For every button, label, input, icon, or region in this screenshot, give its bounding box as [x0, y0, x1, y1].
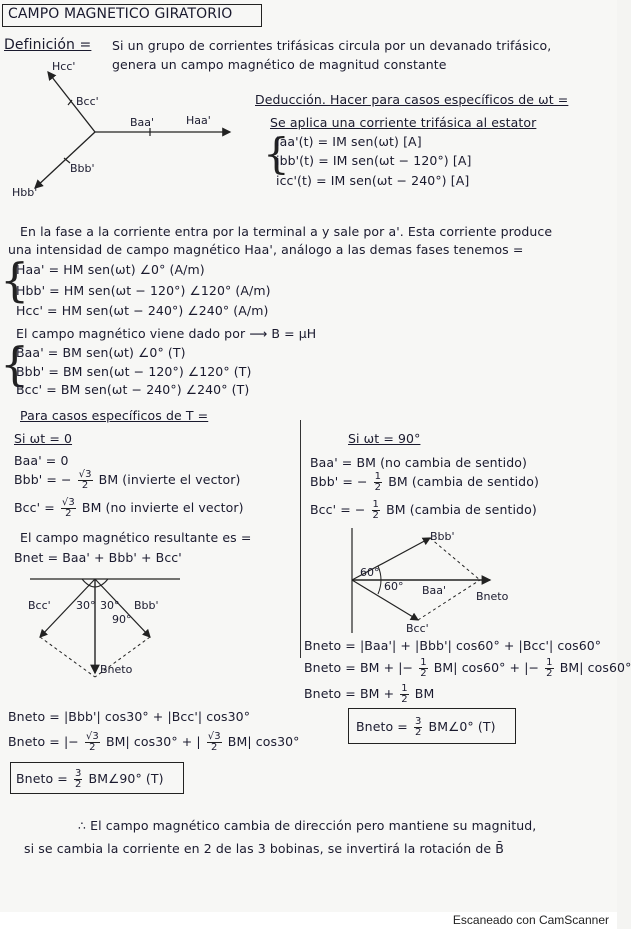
three-phase-vector-diagram [0, 60, 250, 210]
column-divider [300, 420, 301, 658]
vector-hbb [35, 132, 95, 188]
left-final-frac: $\frac{3}{2}$ [74, 768, 82, 790]
left-bbb [14, 470, 241, 491]
h-eq-b: Hbb' = HM sen(ωt − 120°) ∠120° (A/m) [16, 283, 271, 298]
right-baa: Baa' = BM (no cambia de sentido) [310, 455, 528, 470]
right-final [356, 717, 496, 738]
right-final-frac: $\frac{3}{2}$ [414, 716, 422, 738]
conclusion-line2: si se cambia la corriente en 2 de las 3 bobinas, se invertirá la rotación de B̄ [24, 841, 504, 856]
label-bbb: Bbb' [430, 530, 455, 543]
label-60a: 60° [360, 566, 380, 579]
right-final-pre: Bneto = [356, 719, 408, 734]
label-30b: 30° [100, 599, 120, 612]
scanner-watermark: Escaneado con CamScanner [452, 913, 609, 927]
left-baa: Baa' = 0 [14, 453, 69, 468]
fase-line2: una intensidad de campo magnético Haa', análogo a las demas fases tenemos = [8, 242, 524, 257]
label-90: 90° [112, 613, 132, 626]
campo-dado: El campo magnético viene dado por ⟶ B = μH [16, 326, 317, 341]
dashed-bbb [430, 538, 480, 580]
left-bnet: Bnet = Baa' + Bbb' + Bcc' [14, 550, 182, 565]
label-bcc: Bcc' [28, 599, 51, 612]
right-bbb-frac: $\frac{1}{2}$ [374, 471, 382, 493]
right-res2-mid: BM| cos60° + |− [433, 660, 540, 675]
left-bcc [14, 498, 244, 519]
h-eq-c: Hcc' = HM sen(ωt − 240°) ∠240° (A/m) [16, 303, 269, 318]
label-haa: Haa' [186, 114, 211, 127]
left-res2-frac1: $\frac{√3}{2}$ [85, 731, 99, 753]
current-eq-c: icc'(t) = IM sen(ωt − 240°) [A] [276, 173, 470, 188]
current-eq-a: iaa'(t) = IM sen(ωt) [A] [276, 134, 422, 149]
right-res3 [304, 684, 434, 705]
left-final-pre: Bneto = [16, 771, 68, 786]
label-hcc: Hcc' [52, 60, 76, 73]
left-res2-mid: BM| cos30° + | [105, 734, 201, 749]
right-bcc-post: BM (cambia de sentido) [386, 502, 537, 517]
right-res3-post: BM [414, 686, 435, 701]
label-bbb: Bbb' [134, 599, 159, 612]
label-baa: Baa' [130, 116, 155, 129]
label-bbb: Bbb' [70, 162, 95, 175]
fase-line1: En la fase a la corriente entra por la terminal a y sale por a'. Esta corriente produce [20, 224, 553, 239]
b-eq-c: Bcc' = BM sen(ωt − 240°) ∠240° (T) [16, 382, 250, 397]
label-30a: 30° [76, 599, 96, 612]
current-eq-b: ibb'(t) = IM sen(ωt − 120°) [A] [276, 153, 472, 168]
right-res2-post: BM| cos60° [559, 660, 631, 675]
b-eq-b: Bbb' = BM sen(ωt − 120°) ∠120° (T) [16, 364, 252, 379]
deduccion-label: Deducción. Hacer para casos específicos de ωt = [255, 92, 569, 107]
right-res2 [304, 658, 631, 679]
left-bbb-post: BM (invierte el vector) [98, 472, 241, 487]
page-title: CAMPO MAGNETICO GIRATORIO [8, 6, 233, 22]
right-res2-frac1: $\frac{1}{2}$ [420, 657, 427, 679]
right-res1: Bneto = |Baa'| + |Bbb'| cos60° + |Bcc'| cos60° [304, 638, 602, 653]
right-bbb-pre: Bbb' = − [310, 474, 368, 489]
left-final [16, 769, 164, 790]
label-60b: 60° [384, 580, 404, 593]
left-res2-frac2: $\frac{√3}{2}$ [207, 731, 221, 753]
left-bbb-pre: Bbb' = − [14, 472, 72, 487]
left-bcc-post: BM (no invierte el vector) [81, 500, 244, 515]
left-resultante: El campo magnético resultante es = [20, 530, 252, 545]
left-bbb-frac: $\frac{√3}{2}$ [78, 469, 92, 491]
label-bneto: Bneto [476, 590, 509, 603]
left-res2-post: BM| cos30° [227, 734, 300, 749]
h-eq-a: Haa' = HM sen(ωt) ∠0° (A/m) [16, 262, 205, 277]
dashed-bcc [40, 637, 95, 677]
right-res3-pre: Bneto = BM + [304, 686, 395, 701]
brace-currents: { [263, 129, 290, 178]
label-bneto: Bneto [100, 663, 133, 676]
left-heading: Si ωt = 0 [14, 431, 73, 446]
right-heading: Si ωt = 90° [348, 431, 421, 446]
right-bcc-frac: $\frac{1}{2}$ [372, 499, 379, 521]
right-final-post: BM∠0° (T) [428, 719, 496, 734]
definicion-line1: Si un grupo de corrientes trifásicas circula por un devanado trifásico, [112, 38, 552, 53]
brace-b: { [0, 337, 30, 391]
label-bcc: Bcc' [76, 95, 99, 108]
label-baa: Baa' [422, 584, 447, 597]
definicion-label: Definición = [4, 37, 92, 53]
para-casos: Para casos específicos de T = [20, 408, 209, 423]
right-res2-pre: Bneto = BM + |− [304, 660, 414, 675]
left-vector-diagram [20, 565, 190, 695]
right-res3-frac: $\frac{1}{2}$ [401, 683, 408, 705]
conclusion-line1: ∴ El campo magnético cambia de dirección pero mantiene su magnitud, [78, 818, 537, 833]
right-bbb-post: BM (cambia de sentido) [388, 474, 539, 489]
brace-h: { [0, 253, 30, 307]
right-bcc [310, 500, 537, 521]
scanner-footer [0, 912, 617, 929]
right-res2-frac2: $\frac{1}{2}$ [546, 657, 553, 679]
label-hbb: Hbb' [12, 186, 38, 199]
left-bcc-pre: Bcc' = [14, 500, 55, 515]
left-bcc-frac: $\frac{√3}{2}$ [61, 497, 75, 519]
left-res1: Bneto = |Bbb'| cos30° + |Bcc'| cos30° [8, 709, 251, 724]
right-vector-diagram [330, 528, 530, 638]
deduccion-intro: Se aplica una corriente trifásica al estator [270, 115, 537, 130]
left-res2-pre: Bneto = |− [8, 734, 79, 749]
b-eq-a: Baa' = BM sen(ωt) ∠0° (T) [16, 345, 186, 360]
right-bcc-pre: Bcc' = − [310, 502, 366, 517]
left-final-post: BM∠90° (T) [88, 771, 164, 786]
label-bcc: Bcc' [406, 622, 429, 635]
left-res2 [8, 732, 300, 753]
definicion-line2: genera un campo magnético de magnitud constante [112, 57, 447, 72]
right-bbb [310, 472, 539, 493]
